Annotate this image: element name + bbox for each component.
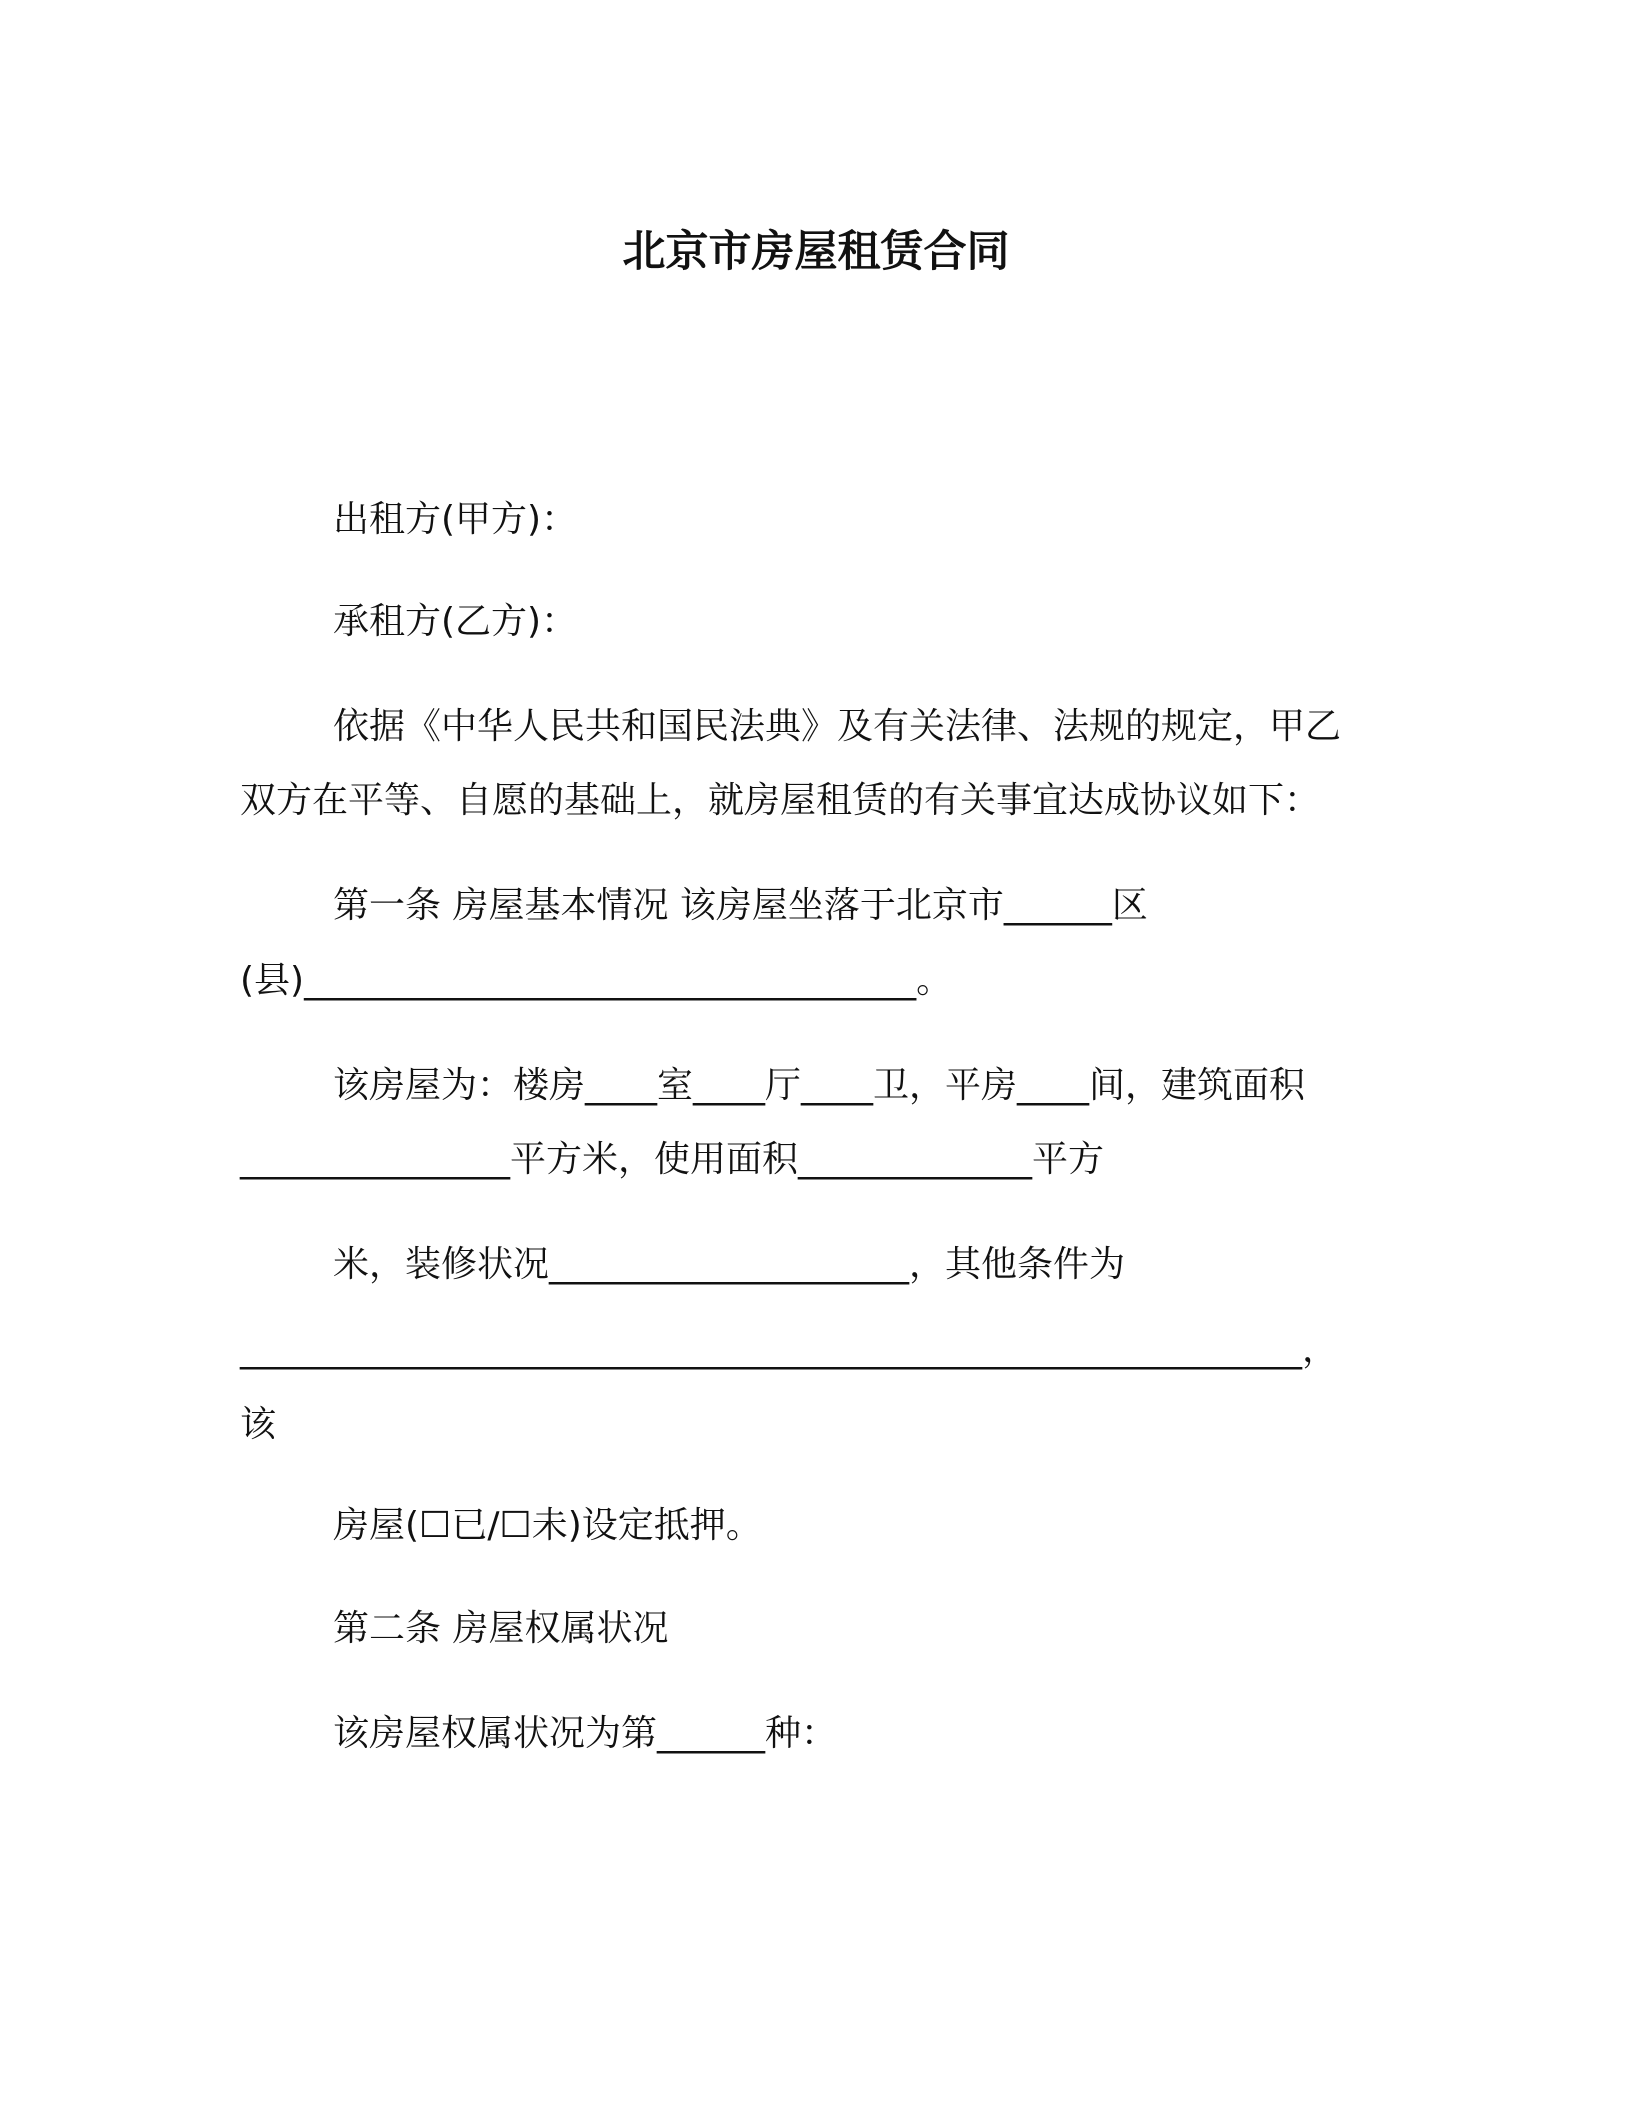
house-type-line: 该房屋为：楼房____室____厅____卫，平房____间，建筑面积 bbox=[333, 1065, 1306, 1106]
preamble-line-1: 依据《中华人民共和国民法典》及有关法律、法规的规定，甲乙 bbox=[333, 706, 1342, 747]
mortgage-line: 房屋(☐已/☐未)设定抵押。 bbox=[333, 1505, 762, 1546]
lessor-line: 出租方(甲方)： bbox=[333, 499, 578, 540]
article-2-heading: 第二条 房屋权属状况 bbox=[333, 1608, 669, 1649]
article-1-location-line: (县)__________________________________。 bbox=[240, 960, 953, 1001]
article-1-heading-line: 第一条 房屋基本情况 该房屋坐落于北京市______区 bbox=[333, 885, 1148, 926]
document-title: 北京市房屋租赁合同 bbox=[622, 227, 1010, 277]
continuation-line: 该 bbox=[240, 1404, 277, 1445]
lessee-line: 承租方(乙方)： bbox=[333, 601, 578, 642]
ownership-status-line: 该房屋权属状况为第______种： bbox=[333, 1713, 838, 1754]
decoration-line: 米，装修状况____________________，其他条件为 bbox=[333, 1244, 1126, 1285]
area-line: _______________平方米，使用面积_____________平方 bbox=[240, 1139, 1105, 1180]
preamble-line-2: 双方在平等、自愿的基础上，就房屋租赁的有关事宜达成协议如下： bbox=[240, 780, 1321, 821]
other-conditions-line: ___________________________________________________________， bbox=[240, 1329, 1338, 1370]
